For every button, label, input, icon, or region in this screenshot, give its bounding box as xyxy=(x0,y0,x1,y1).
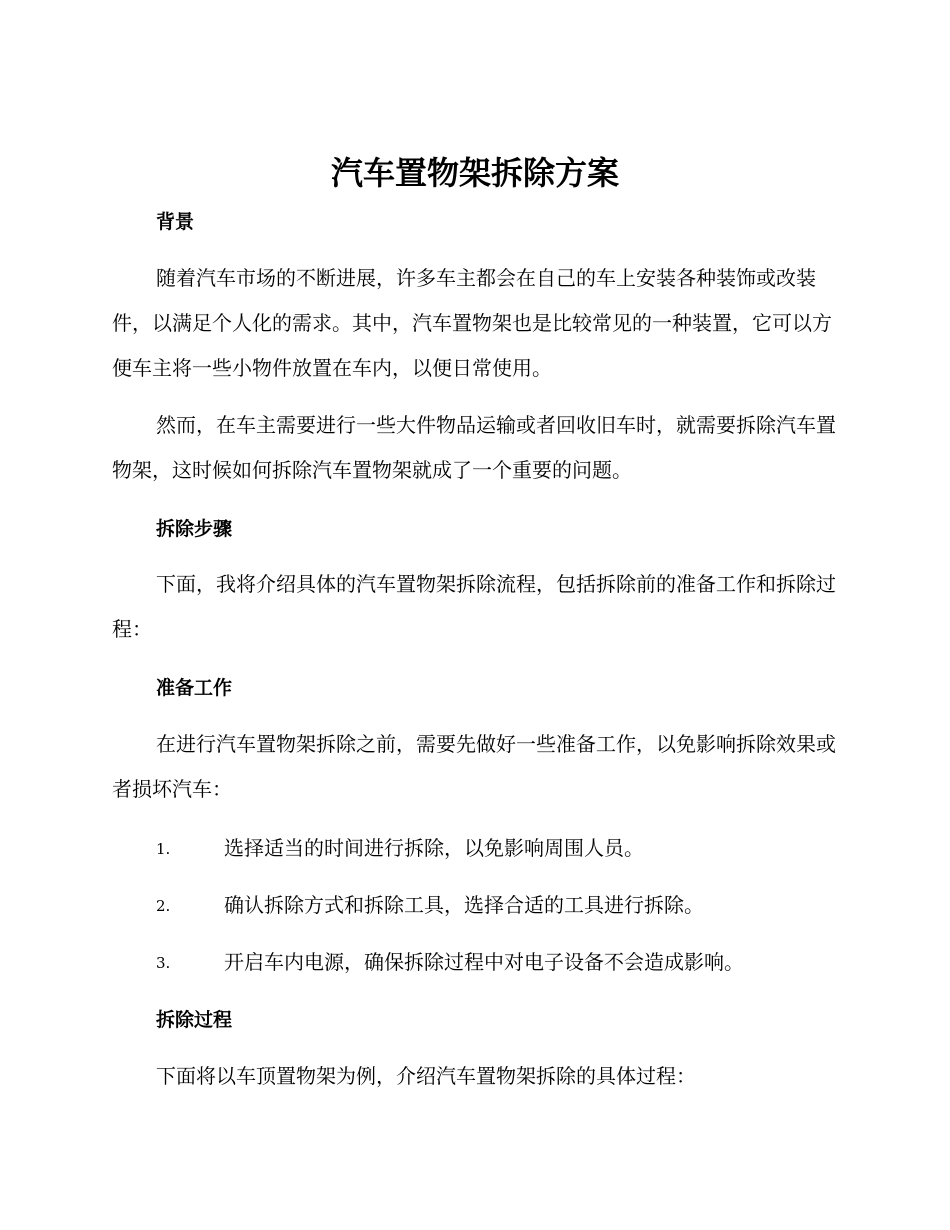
section-heading-preparation: 准备工作 xyxy=(156,677,233,699)
section-heading-background: 背景 xyxy=(156,211,195,233)
list-item-number: 1. xyxy=(156,840,171,858)
section-heading-process: 拆除过程 xyxy=(156,1009,233,1031)
paragraph: 在进行汽车置物架拆除之前，需要先做好一些准备工作，以免影响拆除效果或者损坏汽车： xyxy=(112,732,836,801)
list-item-number: 3. xyxy=(156,954,171,972)
list-item-text: 选择适当的时间进行拆除，以免影响周围人员。 xyxy=(224,836,644,860)
list-item-text: 确认拆除方式和拆除工具，选择合适的工具进行拆除。 xyxy=(224,893,704,917)
list-item-number: 2. xyxy=(156,897,171,915)
paragraph: 下面，我将介绍具体的汽车置物架拆除流程，包括拆除前的准备工作和拆除过程： xyxy=(112,572,836,641)
list-item-text: 开启车内电源，确保拆除过程中对电子设备不会造成影响。 xyxy=(224,950,744,974)
section-heading-steps: 拆除步骤 xyxy=(156,518,233,540)
document-title: 汽车置物架拆除方案 xyxy=(330,154,619,192)
paragraph: 然而，在车主需要进行一些大件物品运输或者回收旧车时，就需要拆除汽车置物架，这时候如何拆除汽车置物架就成了一个重要的问题。 xyxy=(112,413,836,482)
paragraph: 下面将以车顶置物架为例，介绍汽车置物架拆除的具体过程： xyxy=(156,1064,696,1088)
paragraph: 随着汽车市场的不断进展，许多车主都会在自己的车上安装各种装饰或改装件，以满足个人化的需求。其中，汽车置物架也是比较常见的一种装置，它可以方便车主将一些小物件放置在车内，以便日常使用。 xyxy=(112,266,832,380)
